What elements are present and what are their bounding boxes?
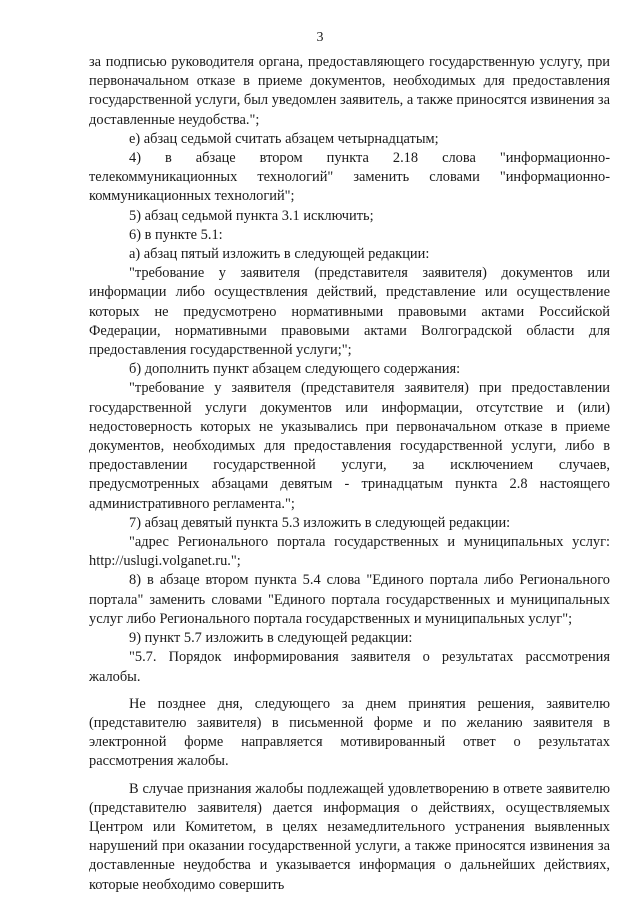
paragraph: "требование у заявителя (представителя заявителя) документов или информации либо осуществления действий, представление или осуществление которых не предусмотрено нормативными правовыми актами Российской Федерации, нормативными правовыми актами Волгоградской области для предоставления государственной услуги;"; [89,265,610,359]
paragraph: б) дополнить пункт абзацем следующего содержания: [129,361,461,378]
page-number: 3 [316,30,324,45]
paragraph: "требование у заявителя (представителя заявителя) при предоставлении государственной услуги документов или информации, отсутствие и (или) недостоверность которых не указывались при первоначальном отказе в приеме документов, необходимых для предоставления государственной услуги, либо в предоставлении государственной услуги, за исключением случаев, предусмотренных абзацами девятым - тринадцатым пункта 2.8 настоящего административного регламента."; [89,380,610,512]
paragraph: "5.7. Порядок информирования заявителя о результатах рассмотрения жалобы. [89,649,610,685]
paragraph: В случае признания жалобы подлежащей удовлетворению в ответе заявителю (представителю заявителя) дается информация о действиях, осуществляемых Центром или Комитетом, в целях незамедлительного устранения выявленных нарушений при оказании государственной услуги, а также приносятся извинения за доставленные неудобства и указывается информация о дальнейших действиях, которые необходимо совершить [89,780,610,893]
document-body [89,53,610,895]
paragraph: 4) в абзаце втором пункта 2.18 слова "информационно-телекоммуникационных технологий" заменить словами "информационно-коммуникационных технологий"; [89,150,610,205]
paragraph: а) абзац пятый изложить в следующей редакции: [129,246,430,263]
paragraph: е) абзац седьмой считать абзацем четырнадцатым; [129,130,439,147]
paragraph: за подписью руководителя органа, предоставляющего государственную услугу, при первоначальном отказе в приеме документов, необходимых для предоставления государственной услуги, был уведомлен заявитель, а также приносятся извинения за доставленные неудобства."; [89,54,610,128]
paragraph: "адрес Регионального портала государственных и муниципальных услуг: http://uslugi.volganet.ru."; [89,534,610,570]
paragraph: 6) в пункте 5.1: [129,226,223,243]
paragraph: 8) в абзаце втором пункта 5.4 слова "Единого портала либо Регионального портала" заменить словами "Единого портала государственных и муниципальных услуг либо Регионального портала государственных и муниципальных услуг"; [89,572,610,627]
paragraph: 5) абзац седьмой пункта 3.1 исключить; [129,207,374,224]
paragraph: 7) абзац девятый пункта 5.3 изложить в следующей редакции: [129,514,511,531]
paragraph: Не позднее дня, следующего за днем принятия решения, заявителю (представителю заявителя) в письменной форме и по желанию заявителя в электронной форме направляется мотивированный ответ о результатах рассмотрения жалобы. [89,695,610,770]
paragraph: 9) пункт 5.7 изложить в следующей редакции: [129,630,413,647]
